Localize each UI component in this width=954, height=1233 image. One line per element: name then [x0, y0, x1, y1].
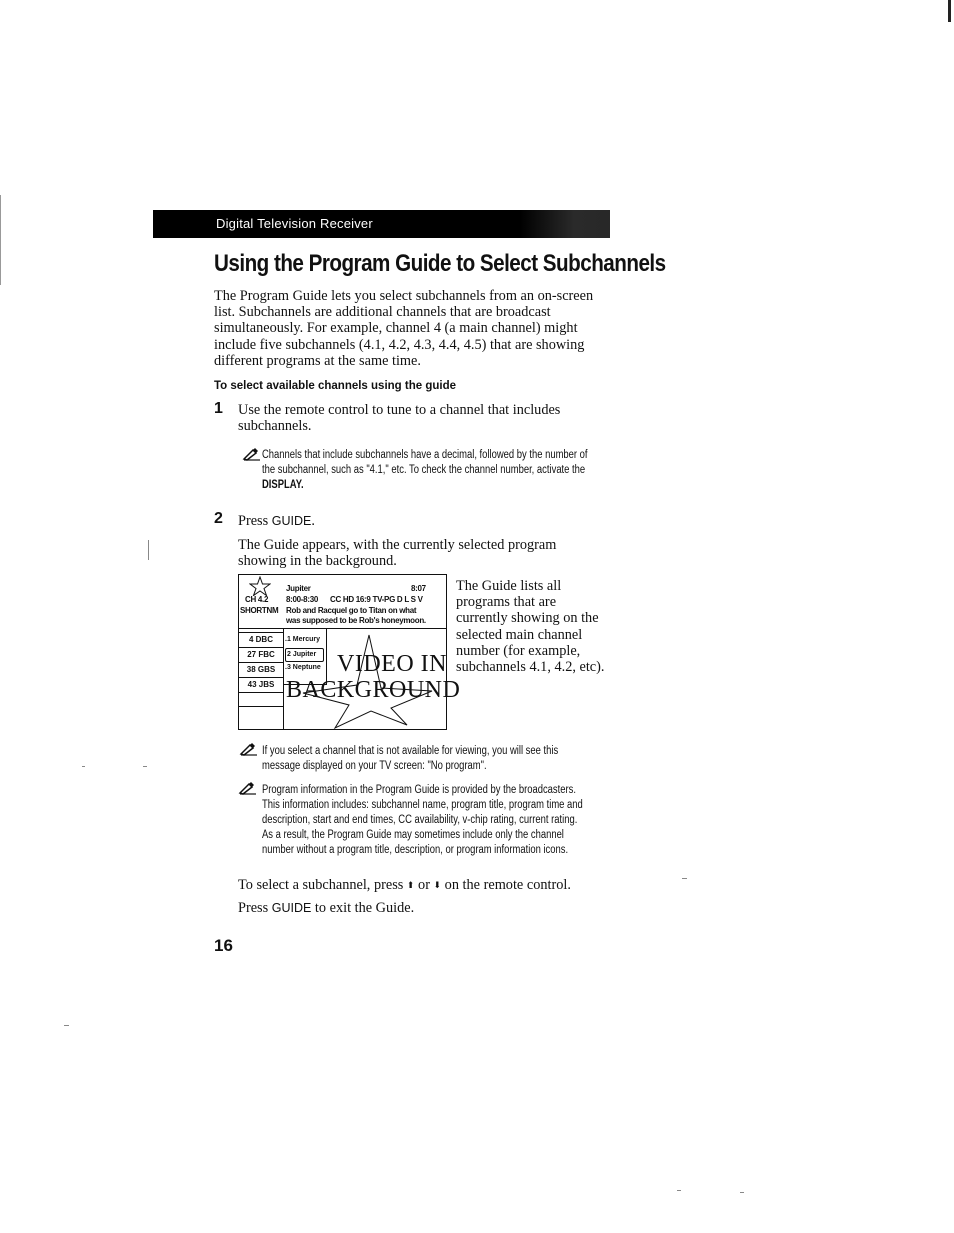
step-line: Use the remote control to tune to a channel that includes — [238, 402, 561, 418]
time-slot: 8:00-8:30 — [286, 595, 318, 604]
instruction-text: to exit the Guide. — [311, 900, 415, 916]
instruction-text: Press — [238, 900, 272, 916]
video-in-background-text: BACKGROUND — [286, 677, 461, 703]
guide-caption — [456, 578, 616, 675]
program-description: Rob and Racquel go to Titan on what — [286, 606, 417, 615]
note-subchannel-decimal — [262, 448, 659, 493]
step-number: 1 — [214, 400, 223, 417]
clock: 8:07 — [411, 584, 426, 593]
guide-appears-line: The Guide appears, with the currently selected program — [238, 537, 557, 553]
procedure-title: To select available channels using the guide — [214, 380, 456, 392]
subchannel-list-item[interactable]: .3 Neptune — [285, 664, 321, 671]
chapter-title: Digital Television Receiver — [216, 216, 373, 231]
caption-line: number (for example, — [456, 642, 581, 659]
channel-list-item[interactable]: 38 GBS — [239, 663, 283, 678]
intro-paragraph — [214, 288, 634, 369]
step-2-text — [238, 513, 315, 529]
note-line: If you select a channel that is not available for viewing, you will see this — [262, 745, 559, 757]
channel-list — [239, 628, 284, 729]
page-number: 16 — [214, 936, 233, 955]
note-line: Program information in the Program Guide is provided by the broadcasters. — [262, 784, 576, 796]
note-line: message displayed on your TV screen: "No program". — [262, 760, 487, 772]
select-subchannel-instruction — [238, 877, 571, 893]
note-program-information — [262, 783, 653, 858]
page-edge-mark — [0, 195, 1, 285]
star-icon — [249, 576, 271, 596]
caption-line: currently showing on the — [456, 610, 599, 627]
caption-line: selected main channel — [456, 626, 583, 643]
up-arrow-icon: ⬆ — [406, 880, 415, 890]
instruction-text: To select a subchannel, press — [238, 877, 404, 893]
caption-line: programs that are — [456, 594, 557, 611]
program-name: Jupiter — [286, 584, 311, 593]
note-line: DISPLAY. — [262, 479, 304, 491]
scan-speck — [740, 1192, 744, 1193]
channel-number: CH 4.2 — [245, 595, 269, 604]
scan-speck — [148, 540, 149, 560]
channel-list-item[interactable]: 4 DBC — [239, 633, 283, 648]
program-guide-screen-figure — [238, 574, 461, 730]
note-line: the subchannel, such as "4.1," etc. To check the channel number, activate the — [262, 464, 586, 476]
header-scan-noise — [520, 210, 610, 238]
channel-list-item[interactable]: 27 FBC — [239, 648, 283, 663]
subchannel-list-item-selected[interactable]: 2 Jupiter — [285, 648, 324, 662]
instruction-text: or — [418, 877, 430, 893]
note-line: number without a program title, description, or program information icons. — [262, 844, 569, 856]
scan-speck — [143, 766, 147, 767]
step-number: 2 — [214, 510, 223, 527]
note-line: This information includes: subchannel name, program title, program time and — [262, 799, 583, 811]
scan-speck — [64, 1025, 69, 1026]
program-description: was supposed to be Rob's honeymoon. — [286, 616, 426, 625]
down-arrow-icon: ⬇ — [433, 880, 442, 890]
pencil-note-icon — [242, 447, 262, 466]
program-attributes: CC HD 16:9 TV-PG D L S V — [330, 595, 423, 604]
page-edge-mark — [948, 0, 951, 22]
scan-speck — [682, 878, 687, 879]
chapter-header-bar — [153, 210, 610, 238]
intro-line: list. Subchannels are additional channels that are broadcast — [214, 304, 551, 321]
step-text: Press — [238, 513, 272, 529]
scan-speck — [82, 766, 85, 767]
scan-speck — [677, 1190, 681, 1191]
network-name: SHORTNM — [240, 606, 279, 615]
guide-key-label: GUIDE — [271, 901, 312, 915]
note-line: As a result, the Program Guide may sometimes include only the channel — [262, 829, 564, 841]
pencil-note-icon — [239, 742, 259, 761]
note-line: description, start and end times, CC availability, v-chip rating, current rating. — [262, 814, 578, 826]
guide-key-label: GUIDE — [271, 514, 312, 528]
pencil-note-icon — [238, 781, 258, 800]
step-text: . — [311, 513, 315, 529]
note-line: Channels that include subchannels have a decimal, followed by the number of — [262, 449, 588, 461]
subchannel-list-item[interactable]: .1 Mercury — [285, 636, 321, 643]
caption-line: The Guide lists all — [456, 578, 562, 594]
instruction-text: on the remote control. — [444, 877, 571, 893]
program-info-panel — [239, 575, 446, 629]
guide-appears-text — [238, 537, 618, 569]
guide-appears-line: showing in the background. — [238, 553, 397, 570]
exit-guide-instruction — [238, 900, 414, 916]
intro-line: simultaneously. For example, channel 4 (a main channel) might — [214, 320, 578, 337]
intro-line: include five subchannels (4.1, 4.2, 4.3, 4.4, 4.5) that are showing — [214, 336, 585, 353]
section-title: Using the Program Guide to Select Subchannels — [214, 250, 666, 277]
step-line: subchannels. — [238, 418, 312, 435]
step-1-text — [238, 402, 618, 434]
caption-line: subchannels 4.1, 4.2, etc). — [456, 659, 605, 676]
intro-line: The Program Guide lets you select subchannels from an on-screen — [214, 288, 594, 304]
channel-list-empty — [239, 693, 283, 707]
channel-list-item[interactable]: 43 JBS — [239, 678, 283, 693]
note-no-program — [262, 744, 623, 774]
intro-line: different programs at the same time. — [214, 352, 421, 369]
video-in-background-text: VIDEO IN — [337, 651, 447, 677]
